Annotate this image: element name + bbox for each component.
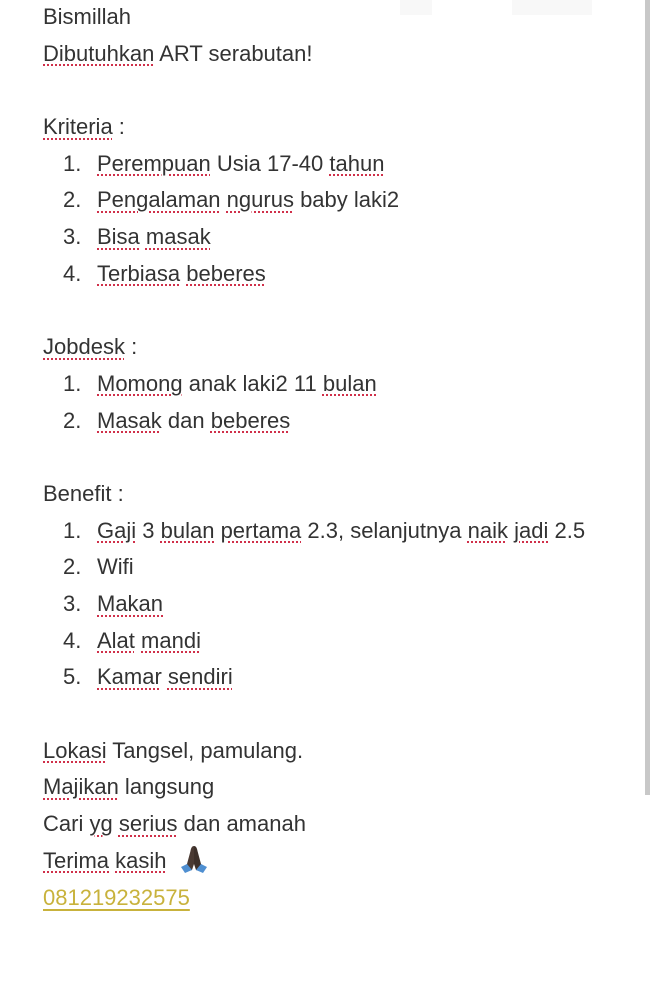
heading-suffix: :	[124, 334, 138, 360]
list-item-text	[97, 554, 134, 579]
list-item	[43, 513, 633, 550]
text-run: dan	[161, 407, 211, 433]
blank-line	[43, 439, 633, 476]
list-item	[43, 403, 633, 440]
lokasi-text: Tangsel, pamulang.	[106, 737, 304, 763]
benefit-heading: Benefit :	[43, 480, 124, 506]
list-number: 1.	[63, 370, 82, 396]
blank-line	[43, 696, 633, 733]
misspelled-word[interactable]: beberes	[186, 260, 266, 286]
phone-line	[43, 880, 633, 917]
majikan-line	[43, 769, 633, 806]
headline-rest: ART serabutan!	[154, 40, 313, 66]
misspelled-word[interactable]: serius	[118, 811, 178, 837]
blank-line	[43, 293, 633, 330]
misspelled-word[interactable]: Kamar	[97, 664, 162, 690]
folded-hands-icon	[177, 844, 211, 874]
list-item-text	[97, 628, 201, 653]
greeting-line: Bismillah	[43, 4, 132, 29]
text-run: 3	[136, 517, 161, 543]
list-number: 1.	[63, 517, 82, 543]
list-item-text	[97, 261, 266, 286]
jobdesk-heading	[43, 329, 633, 366]
list-number: 2.	[63, 554, 82, 580]
misspelled-word[interactable]: Lokasi	[43, 737, 107, 763]
misspelled-word[interactable]: Masak	[97, 407, 162, 433]
cari-rest: dan amanah	[177, 811, 306, 837]
phone-number-link[interactable]: 081219232575	[43, 884, 190, 910]
list-number: 2.	[63, 407, 82, 433]
blank-line	[43, 72, 633, 109]
text-run: 2.3, selanjutnya	[301, 517, 468, 543]
heading-suffix: :	[112, 114, 125, 140]
text-run: anak laki2 11	[182, 370, 323, 396]
misspelled-word[interactable]: yg	[89, 811, 113, 837]
cari-line	[43, 806, 633, 843]
list-item	[43, 219, 633, 256]
list-item-text	[97, 664, 233, 689]
misspelled-word[interactable]: beberes	[210, 407, 291, 433]
misspelled-word[interactable]: mandi	[141, 627, 201, 653]
list-item-text	[97, 591, 163, 616]
misspelled-word[interactable]: naik	[467, 517, 508, 543]
list-number: 5.	[63, 664, 82, 690]
list-number: 1.	[63, 150, 82, 176]
misspelled-word[interactable]: Terbiasa	[97, 260, 181, 286]
list-item	[43, 586, 633, 623]
majikan-text: langsung	[118, 774, 215, 800]
misspelled-word[interactable]: Jobdesk	[43, 334, 125, 360]
text-run: Usia 17-40	[210, 150, 330, 176]
misspelled-word[interactable]: Makan	[97, 591, 164, 617]
list-item-text	[97, 513, 597, 550]
misspelled-word[interactable]: Pengalaman	[97, 187, 221, 213]
misspelled-word[interactable]: Majikan	[43, 774, 119, 800]
list-number: 3.	[63, 591, 82, 617]
list-number: 4.	[63, 260, 82, 286]
misspelled-word[interactable]: tahun	[329, 150, 385, 176]
misspelled-word[interactable]: jadi	[514, 517, 549, 543]
list-item	[43, 256, 633, 293]
text-run: 2.5	[548, 517, 586, 543]
terima-kasih-line	[43, 843, 633, 880]
misspelled-word[interactable]: kasih	[115, 847, 167, 873]
list-item-text	[97, 224, 211, 249]
list-item-text	[97, 408, 290, 433]
jobdesk-list	[43, 366, 633, 439]
list-item	[43, 549, 633, 586]
misspelled-word[interactable]: bulan	[322, 370, 377, 396]
text-run: Wifi	[97, 554, 134, 580]
list-item-text	[97, 151, 384, 176]
misspelled-word[interactable]: ngurus	[226, 187, 294, 213]
misspelled-word[interactable]: Kriteria	[43, 114, 113, 140]
misspelled-word[interactable]: Alat	[97, 627, 135, 653]
text-run: baby laki2	[293, 187, 400, 213]
misspelled-word[interactable]: Dibutuhkan	[43, 40, 155, 66]
headline-line	[43, 36, 633, 73]
list-number: 4.	[63, 627, 82, 653]
misspelled-word[interactable]: Momong	[97, 370, 183, 396]
list-item	[43, 182, 633, 219]
cari-text: Cari	[43, 811, 90, 837]
lokasi-line	[43, 733, 633, 770]
misspelled-word[interactable]: Terima	[43, 847, 110, 873]
misspelled-word[interactable]: masak	[145, 224, 211, 250]
kriteria-list	[43, 146, 633, 293]
misspelled-word[interactable]: Perempuan	[97, 150, 211, 176]
list-item-text	[97, 187, 399, 212]
misspelled-word[interactable]: Gaji	[97, 517, 137, 543]
list-item-text	[97, 371, 377, 396]
list-item	[43, 146, 633, 183]
list-item	[43, 659, 633, 696]
scrollbar[interactable]	[645, 0, 650, 795]
list-number: 2.	[63, 187, 82, 213]
misspelled-word[interactable]: pertama	[220, 517, 302, 543]
misspelled-word[interactable]: sendiri	[167, 664, 233, 690]
kriteria-heading	[43, 109, 633, 146]
list-item	[43, 623, 633, 660]
misspelled-word[interactable]: Bisa	[97, 224, 140, 250]
list-number: 3.	[63, 224, 82, 250]
list-item	[43, 366, 633, 403]
note-document[interactable]	[43, 0, 633, 916]
misspelled-word[interactable]: bulan	[160, 517, 215, 543]
benefit-list	[43, 513, 633, 696]
